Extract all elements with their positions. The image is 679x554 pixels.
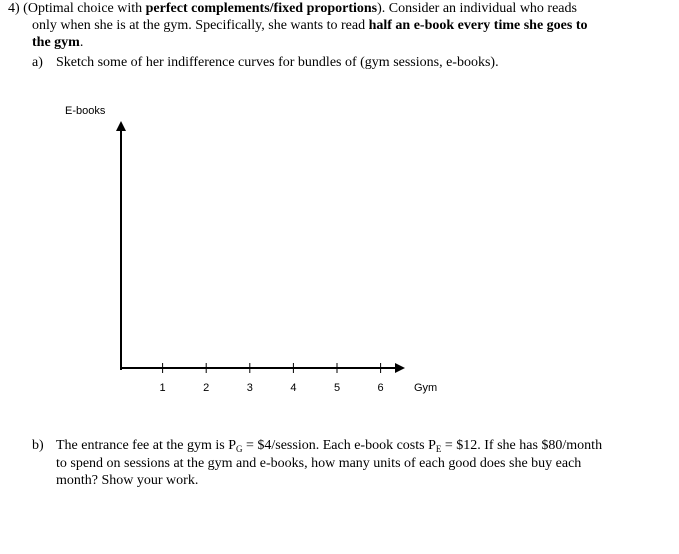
part-b-label: b) (32, 438, 44, 453)
part-b-text-2: = $4/session. Each e-book costs P (242, 438, 436, 453)
x-tick-label: 2 (203, 382, 210, 394)
y-axis-label: E-books (65, 105, 106, 117)
question-intro-rest: ). Consider an individual who reads (377, 1, 577, 16)
part-b-text-1: The entrance fee at the gym is P (56, 438, 236, 453)
part-a-label: a) (32, 55, 43, 70)
x-axis-label: Gym (414, 382, 438, 394)
x-tick-label: 1 (159, 382, 166, 394)
question-line-3-bold: the gym (32, 35, 80, 50)
part-b-line-3: month? Show your work. (56, 473, 199, 488)
part-b-line-1 (32, 437, 672, 455)
question-line-2-bold: half an e-book every time she goes to (368, 18, 588, 33)
x-tick-label: 3 (246, 382, 253, 394)
x-tick-label: 6 (377, 382, 384, 394)
question-line-3-end: . (79, 35, 84, 50)
part-b-line-2: to spend on sessions at the gym and e-books, how many units of each good does she buy each (56, 456, 582, 471)
part-b (32, 437, 672, 489)
question-topic: perfect complements/fixed proportions (145, 1, 378, 16)
x-tick-label: 5 (333, 382, 341, 394)
question-number: 4) (8, 1, 20, 16)
question-line-2-text: only when she is at the gym. Specifically, she wants to read (32, 18, 369, 33)
part-a-text: Sketch some of her indifference curves for bundles of (gym sessions, e-books). (56, 55, 499, 70)
part-b-text-3: = $12. If she has $80/month (441, 438, 603, 453)
question-intro: (Optimal choice with (23, 1, 146, 16)
x-tick-label: 4 (290, 382, 297, 394)
price-gym-subscript: G (235, 444, 243, 454)
price-ebook-subscript: E (435, 444, 442, 454)
